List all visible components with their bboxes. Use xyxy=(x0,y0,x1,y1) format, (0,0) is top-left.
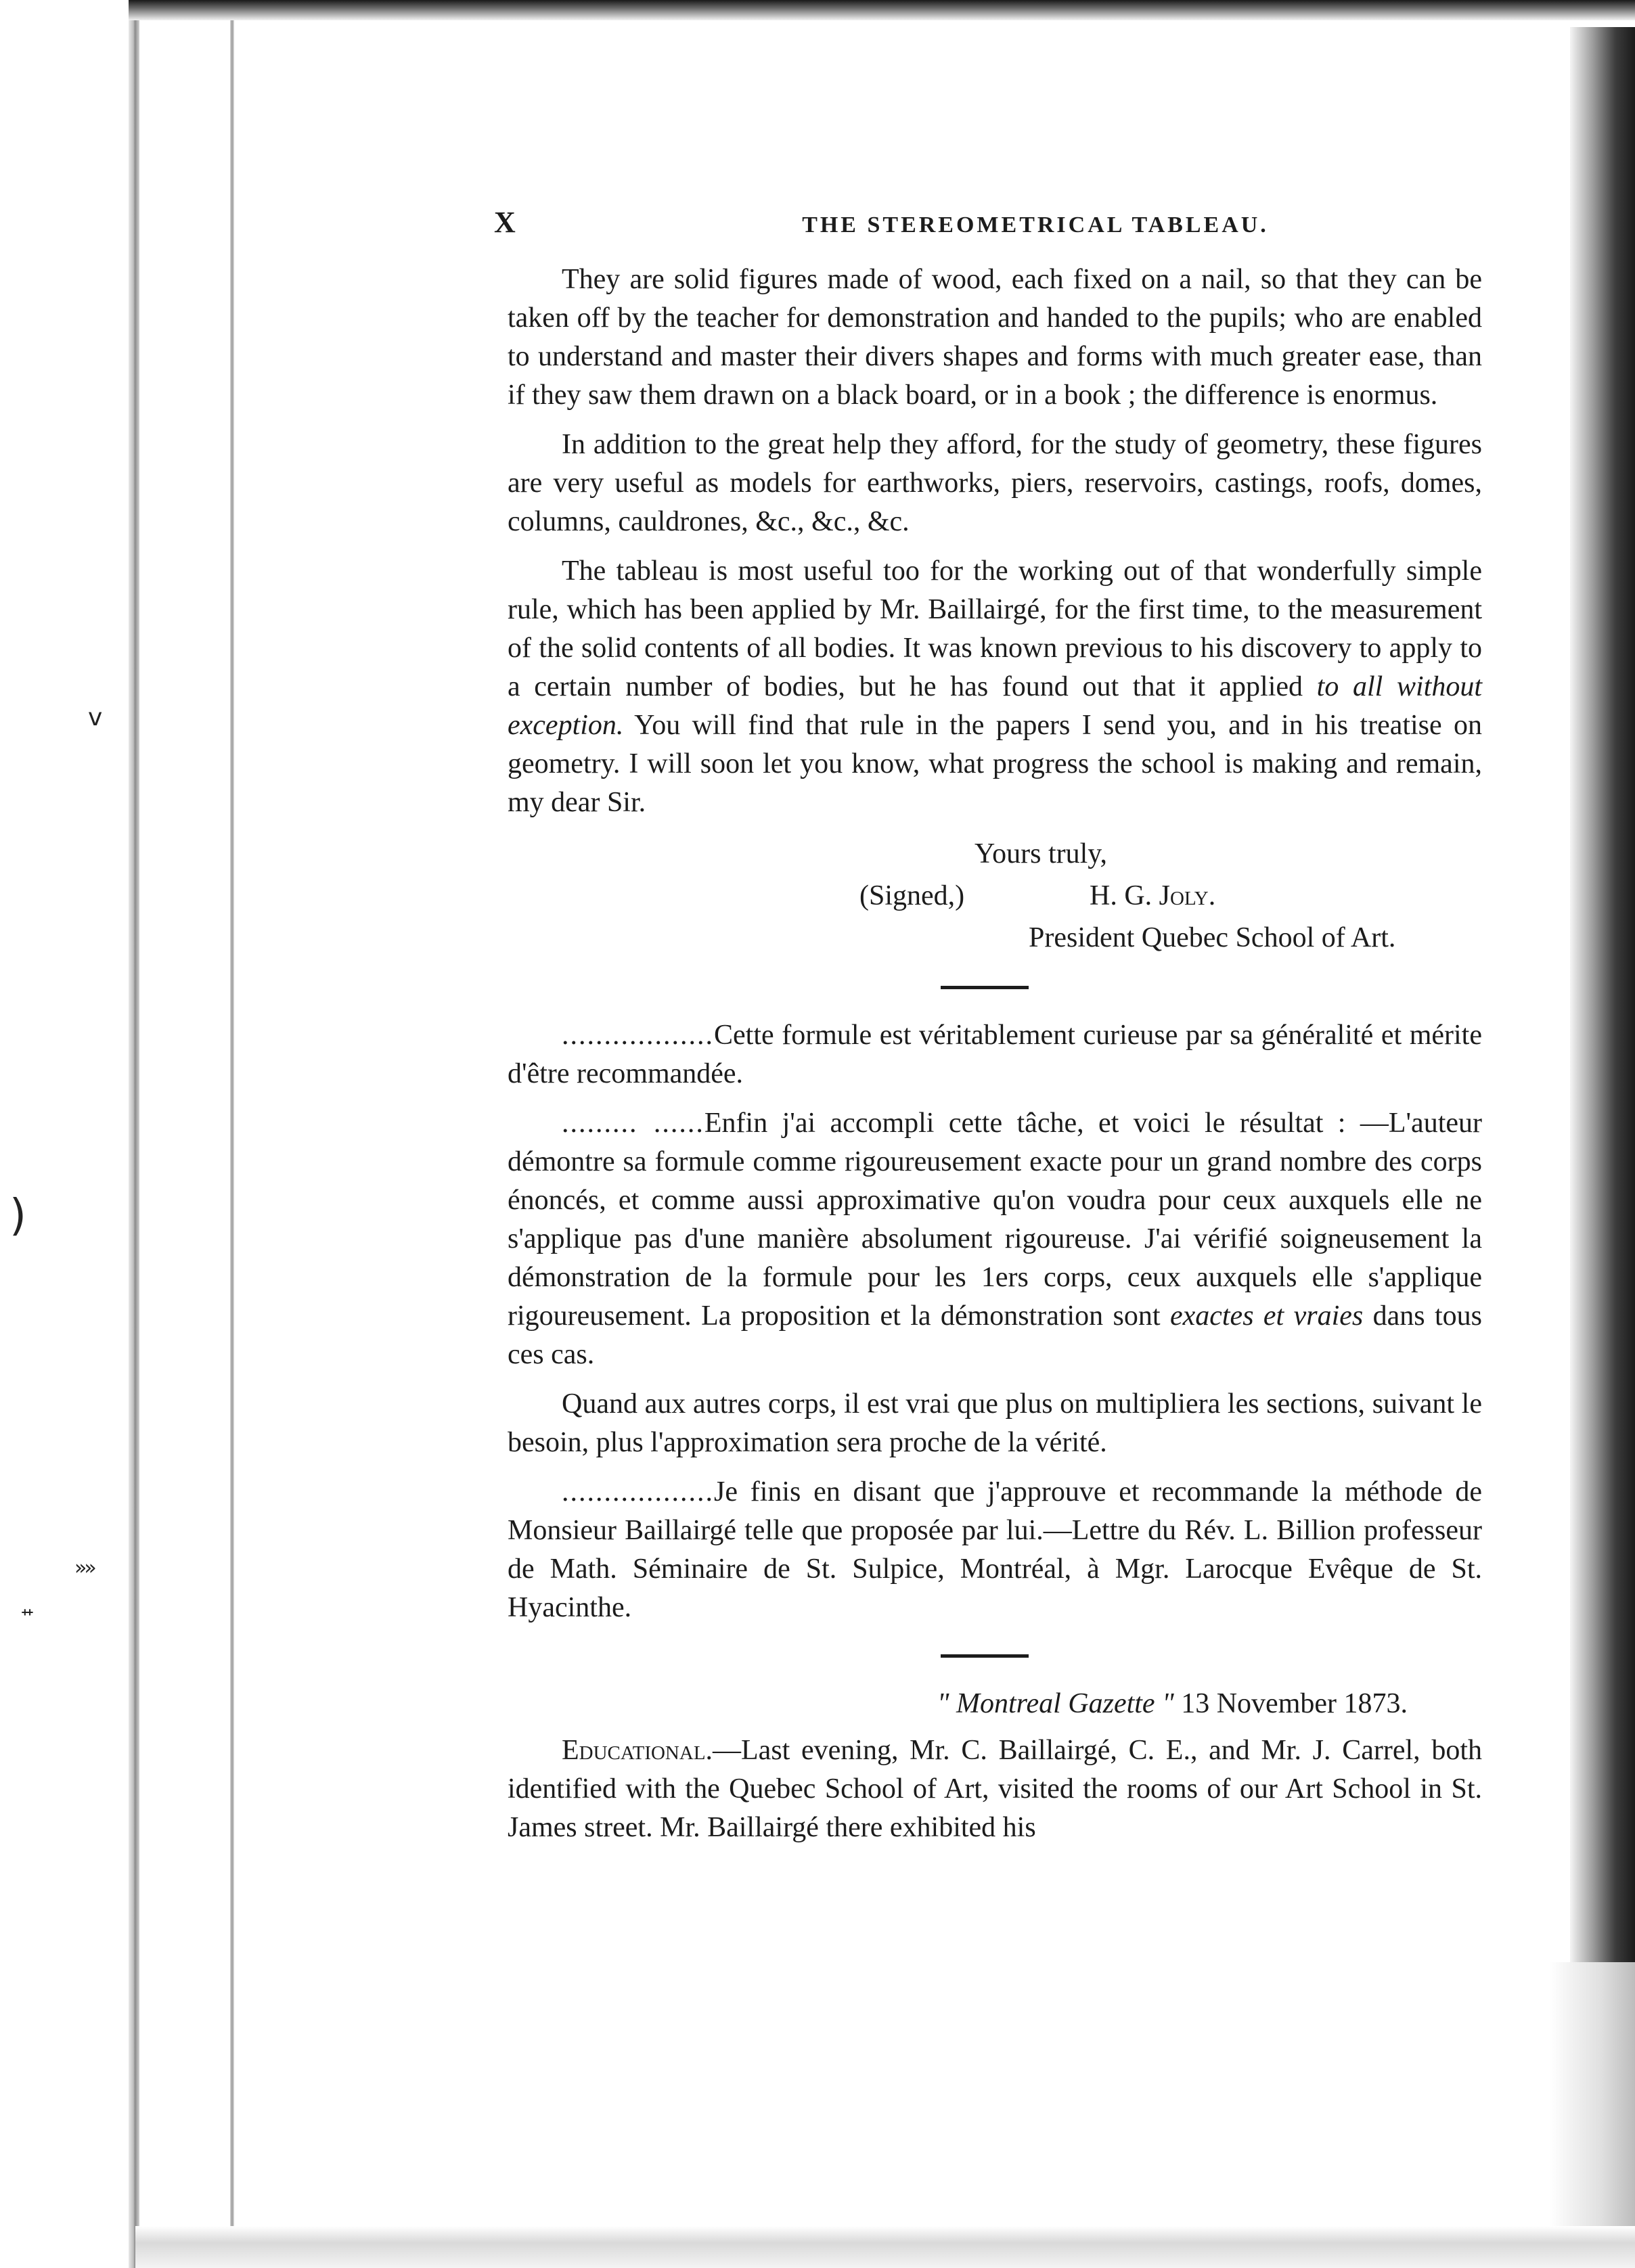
page-edge-right-lower xyxy=(1550,1962,1635,2268)
signature-row xyxy=(508,875,1482,917)
page-edge-bottom xyxy=(135,2226,1635,2268)
paragraph-educational xyxy=(508,1731,1482,1847)
margin-ink-mark: »» xyxy=(74,1556,94,1580)
scan-background-left xyxy=(0,0,129,2268)
french-quote-autres-corps: Quand aux autres corps, il est vrai que plus on multipliera les sections, suivant le besoin, plus l'approximation sera proche de la vérité. xyxy=(508,1388,1482,1458)
signed-label: (Signed,) xyxy=(859,880,965,911)
letter-closing xyxy=(508,833,1482,959)
margin-speck-mark: v xyxy=(88,704,103,731)
signer-title: President Quebec School of Art. xyxy=(1029,922,1396,953)
running-title: THE STEREOMETRICAL TABLEAU. xyxy=(802,212,1269,237)
paragraph-text: dans tous ces cas. xyxy=(508,1300,1483,1370)
page-edge-inner xyxy=(230,0,234,2268)
ellipsis-dots: .................. xyxy=(562,1020,714,1051)
emphasis-text: exactes et vraies xyxy=(1169,1300,1364,1332)
paragraph-text: The tableau is most useful too for the working out of that wonderfully simple rule, which has been applied by Mr. Baillairgé, for the first time, to the measurement of the solid contents of all bodies. It was known previous to his discovery to apply to a certain number of bodies, but he has found out that it applied xyxy=(508,555,1482,702)
paragraph-text: —Last evening, Mr. C. Baillairgé, C. E., and Mr. J. Carrel, both identified with the Quebec School of Art, visited the rooms of our Art School in St. James street. Mr. Baillairgé there exhibited his xyxy=(508,1735,1482,1843)
page-edge-right xyxy=(1570,27,1635,1989)
page-number: X xyxy=(494,206,518,239)
section-lead: Educational. xyxy=(562,1735,713,1766)
ellipsis-dots: .................. xyxy=(562,1476,714,1507)
closing-yours: Yours truly, xyxy=(975,838,1108,869)
signer-name: H. G. Joly. xyxy=(1090,880,1216,911)
section-divider xyxy=(941,1654,1029,1658)
paragraph-text: Enfin j'ai accompli cette tâche, et voici le résultat : —L'auteur démontre sa formule comme rigoureusement exacte pour un grand nombre des corps énoncés, et comme aussi approximative qu'on voudra pour ceux auxquels elle ne s'applique pas d'une manière absolument rigoureuse. J'ai vérifié soigneusement la démonstration de la formule pour les 1ers corps, ceux auxquels elle s'applique rigoureusement. La proposition et la démonstration sont xyxy=(508,1108,1482,1332)
paragraph-text: Je finis en disant que j'approuve et recommande la méthode de Monsieur Baillairgé telle que proposée par lui.—Lettre du Rév. L. Billion professeur de Math. Séminaire de St. Sulpice, Montréal, à Mgr. Larocque Evêque de St. Hyacinthe. xyxy=(508,1476,1482,1623)
paragraph-text: Cette formule est véritablement curieuse par sa généralité et mérite d'être recommandée. xyxy=(508,1020,1482,1089)
section-divider xyxy=(941,986,1029,989)
newspaper-date: 13 November 1873. xyxy=(1173,1688,1408,1719)
margin-bracket-mark: ) xyxy=(9,1191,26,1241)
running-header xyxy=(494,203,1482,244)
paragraph-solid-figures: They are solid figures made of wood, each fixed on a nail, so that they can be taken off by the teacher for demonstration and handed to the pupils; who are enabled to understand and master their divers shapes and forms with much greater ease, than if they saw them drawn on a black board, or in a book ; the difference is enormus. xyxy=(508,264,1482,411)
ellipsis-dots: ......... ...... xyxy=(562,1108,704,1139)
french-quote-conclusion xyxy=(508,1473,1482,1627)
newspaper-name: " Montreal Gazette " xyxy=(937,1688,1174,1719)
paragraph-tableau-rule xyxy=(508,552,1482,822)
french-quote-resultat xyxy=(508,1104,1482,1374)
paragraph-geometry-help: In addition to the great help they afford, for the study of geometry, these figures are very useful as models for earthworks, piers, reservoirs, castings, roofs, domes, columns, cauldrones, &c., &c., &c. xyxy=(508,429,1482,537)
french-quote-formule xyxy=(508,1016,1482,1093)
page-edge-left xyxy=(129,0,139,2268)
paragraph-text: You will find that rule in the papers I send you, and in his treatise on geometry. I will soon let you know, what progress the school is making and remain, my dear Sir. xyxy=(508,710,1482,818)
document-page xyxy=(494,203,1483,1858)
margin-smudge-mark: ᐩᐩ xyxy=(20,1604,30,1631)
emphasis-text: to all without exception. xyxy=(508,671,1482,741)
newspaper-citation xyxy=(508,1685,1482,1723)
top-shadow xyxy=(129,0,1635,20)
